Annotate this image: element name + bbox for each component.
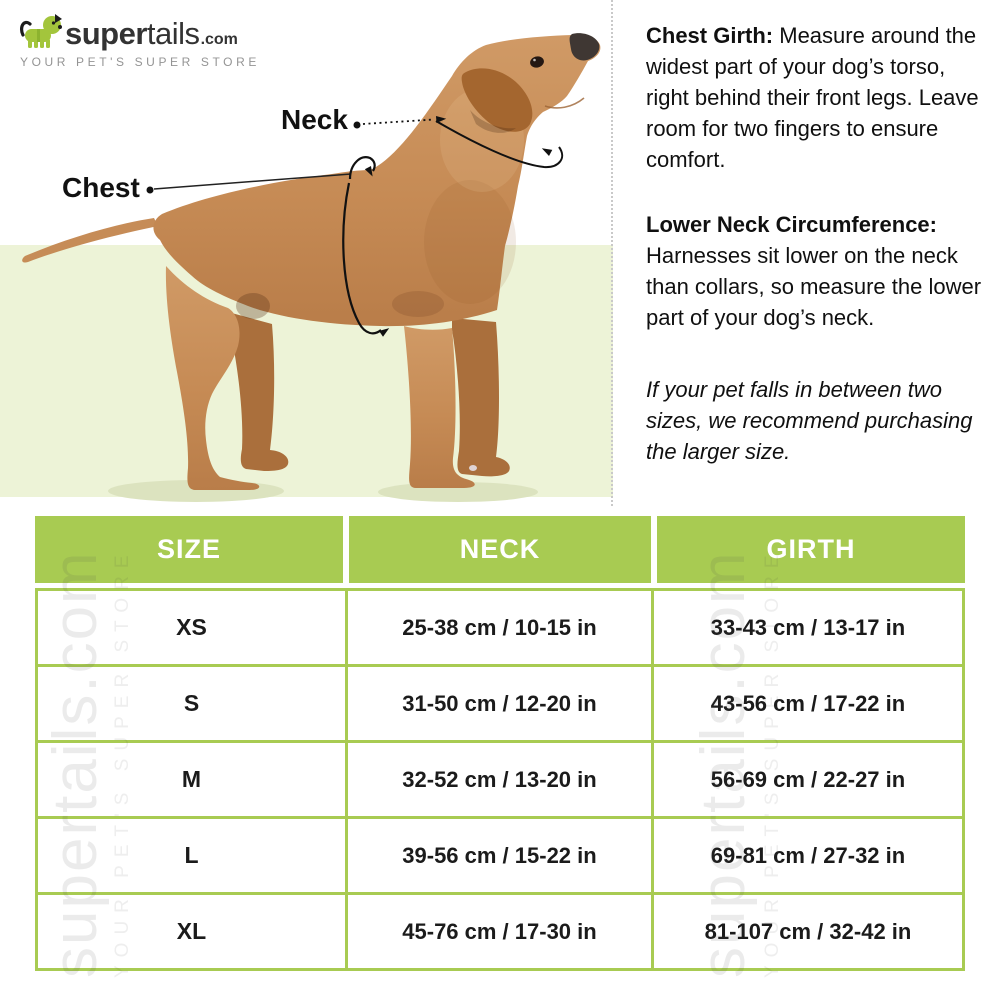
table-cell: 32-52 cm / 13-20 in xyxy=(348,743,651,816)
chest-girth-paragraph xyxy=(646,20,990,175)
lower-neck-body: Harnesses sit lower on the neck than collars, so measure the lower part of your dog’s neck. xyxy=(646,243,982,330)
dog-illustration xyxy=(0,0,620,512)
table-cell: M xyxy=(38,743,345,816)
groin-shading xyxy=(236,293,270,319)
table-cell: 69-81 cm / 27-32 in xyxy=(654,819,962,892)
header-cell-neck: NECK xyxy=(349,516,651,583)
neck-label: Neck xyxy=(281,104,348,135)
dog-logo-icon xyxy=(18,10,62,52)
chest-leader-dot xyxy=(147,187,154,194)
sizing-note: If your pet falls in between two sizes, we recommend purchasing the larger size. xyxy=(646,377,973,464)
table-cell: XL xyxy=(38,895,345,968)
header-cell-girth: GIRTH xyxy=(657,516,965,583)
table-cell: S xyxy=(38,667,345,740)
brand-bold: super xyxy=(65,16,147,51)
table-cell: L xyxy=(38,819,345,892)
table-cell: XS xyxy=(38,591,345,664)
neck-arc-arrowhead xyxy=(540,145,552,156)
brand-text xyxy=(65,16,238,52)
table-cell: 33-43 cm / 13-17 in xyxy=(654,591,962,664)
chest-girth-body: Measure around the widest part of your dog’s torso, right behind their front legs. Leave room for two fingers to ensure comfort. xyxy=(646,23,979,172)
chest-label: Chest xyxy=(62,172,140,203)
lower-neck-paragraph xyxy=(646,209,990,333)
armpit-shading xyxy=(392,291,444,317)
dotted-separator xyxy=(611,0,613,506)
measurement-instructions xyxy=(646,20,990,467)
size-table-header xyxy=(35,516,965,583)
size-table xyxy=(35,516,965,971)
table-cell: 39-56 cm / 15-22 in xyxy=(348,819,651,892)
table-cell: 25-38 cm / 10-15 in xyxy=(348,591,651,664)
logo xyxy=(18,10,260,69)
table-cell: 56-69 cm / 22-27 in xyxy=(654,743,962,816)
brand-tld: .com xyxy=(200,31,238,48)
table-cell: 31-50 cm / 12-20 in xyxy=(348,667,651,740)
table-cell: 45-76 cm / 17-30 in xyxy=(348,895,651,968)
dewclaw-spot xyxy=(469,465,477,471)
header-cell-size: SIZE xyxy=(35,516,343,583)
chest-girth-title: Chest Girth: xyxy=(646,23,774,48)
dog-eye-highlight xyxy=(533,59,536,62)
shoulder-shading xyxy=(424,180,516,304)
neck-leader-dot xyxy=(354,122,361,129)
table-cell: 43-56 cm / 17-22 in xyxy=(654,667,962,740)
logo-tagline: YOUR PET'S SUPER STORE xyxy=(20,55,260,69)
table-cell: 81-107 cm / 32-42 in xyxy=(654,895,962,968)
brand-light: tails xyxy=(146,16,200,51)
lower-neck-title: Lower Neck Circumference: xyxy=(646,212,937,237)
size-table-body xyxy=(35,588,965,971)
